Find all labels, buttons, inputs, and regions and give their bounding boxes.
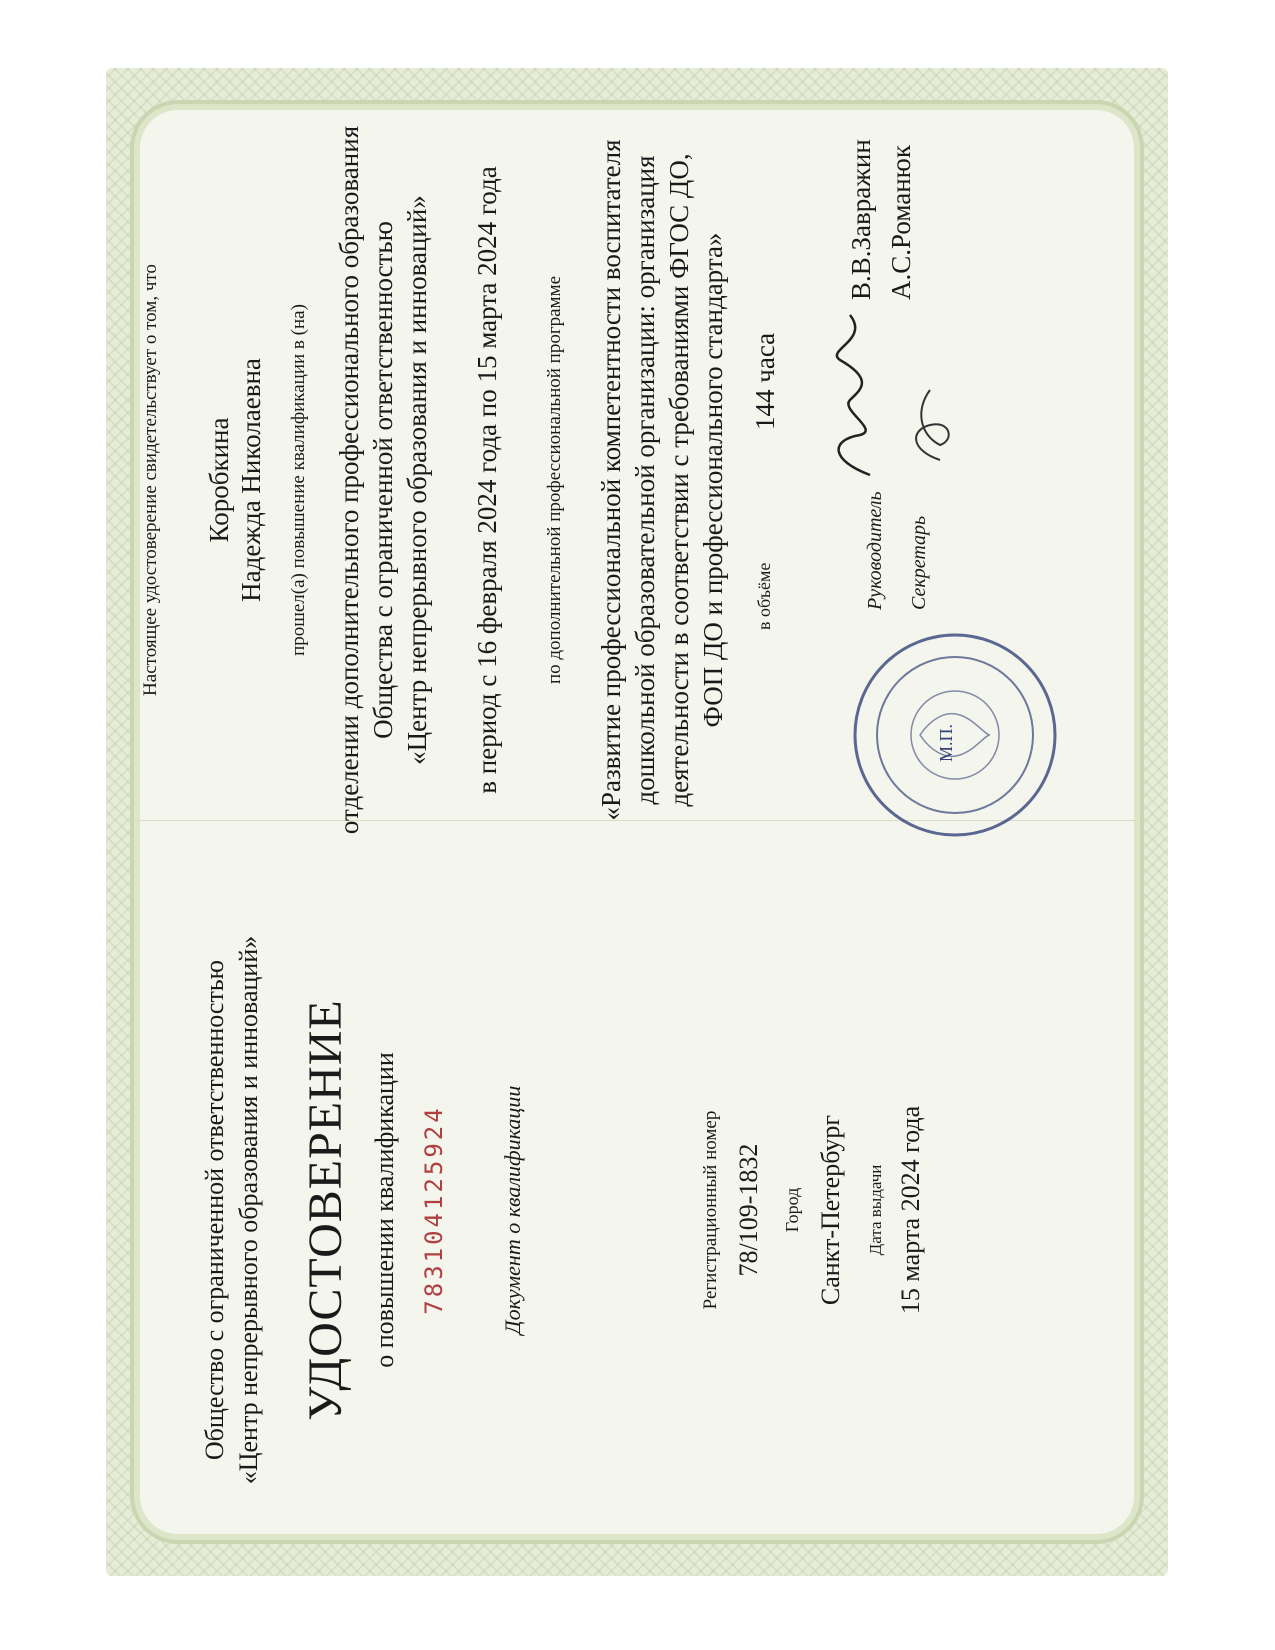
city: Санкт-Петербург [816,1114,845,1306]
program-label: по дополнительной профессиональной программе [544,275,565,685]
certificate-content [130,100,1130,1560]
secretary-role: Секретарь [908,515,930,610]
head-role: Руководитель [864,491,886,610]
issue-date: 15 марта 2024 года [896,1105,925,1315]
department-line-1: отделении дополнительного профессионального образования [334,125,364,835]
left-page [130,860,1130,1560]
passed-text: прошел(а) повышение квалификации в (на) [288,304,309,656]
program-line-3: деятельности в соответствии с требованиями ФГОС ДО, [664,153,694,807]
registration-number: 78/109-1832 [734,1143,763,1277]
document-kind: Документ о квалификации [500,1085,525,1335]
secretary-signature [900,380,960,470]
stamp-label: М.П. [936,723,956,762]
holder-given-names: Надежда Николаевна [236,358,266,602]
program-line-4: ФОП ДО и профессионального стандарта» [698,232,728,728]
document-subtitle: о повышении квалификации [370,1052,399,1368]
holder-surname: Коробкина [204,417,234,543]
certifies-text: Настоящее удостоверение свидетельствует о том, что [140,264,161,696]
city-label: Город [782,1187,802,1233]
department-line-2: Общества с ограниченной ответственностью [368,221,398,739]
secretary-name: А.С.Романюк [886,145,916,300]
right-page [130,100,1130,860]
department-line-3: «Центр непрерывного образования и инноваций» [402,195,432,765]
registration-number-label: Регистрационный номер [700,1110,721,1310]
training-period: в период с 16 февраля 2024 года по 15 марта 2024 года [472,166,502,794]
program-line-1: «Развитие профессиональной компетентности воспитателя [596,139,626,821]
head-name: В.В.Завражин [846,139,876,300]
program-line-2: дошкольной образовательной организации: организация [630,155,660,805]
organization-line-1: Общество с ограниченной ответственностью [200,959,229,1461]
hours-label: в объёме [754,562,774,630]
hours-value: 144 часа [750,332,780,430]
head-signature [820,310,890,480]
issue-date-label: Дата выдачи [866,1164,885,1256]
serial-number: 783104125924 [420,1105,448,1315]
document-title: УДОСТОВЕРЕНИЕ [299,999,352,1421]
organization-line-2: «Центр непрерывного образования и инноваций» [234,935,263,1485]
